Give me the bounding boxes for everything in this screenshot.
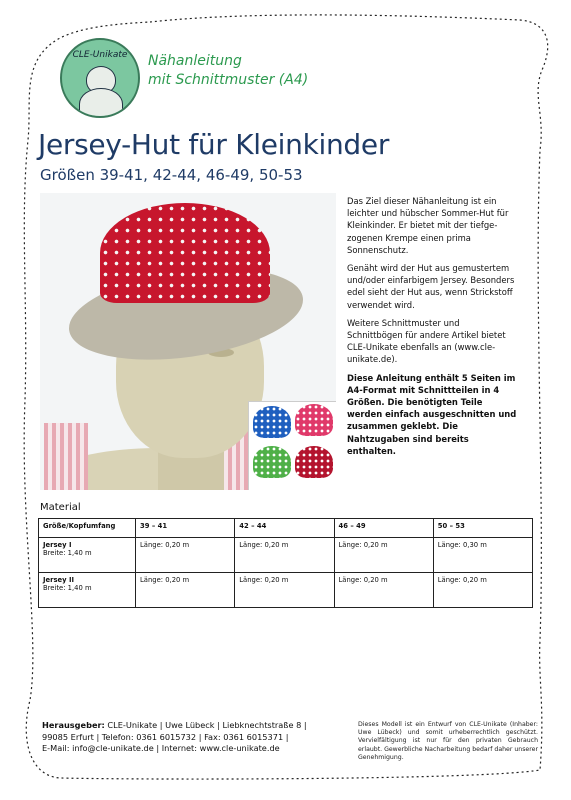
material-width: Breite: 1,40 m (43, 584, 92, 592)
publisher-info (42, 720, 307, 755)
row-label-cell (39, 538, 136, 573)
table-cell: Länge: 0,30 m (433, 538, 532, 573)
inset-photo-hat-variants (248, 401, 336, 490)
document-subtitle (148, 52, 308, 90)
mini-hat-green (253, 446, 291, 478)
header-50-53: 50 – 53 (433, 519, 532, 538)
mini-hat-pink (295, 404, 333, 436)
mini-hat-blue (253, 406, 291, 438)
mini-hat-red (295, 446, 333, 478)
header-size: Größe/Kopfumfang (39, 519, 136, 538)
copyright-notice: Dieses Modell ist ein Entwurf von CLE-Unikate (Inhaber: Uwe Lübeck) und somit urheberrechtlich geschützt. Vervielfältigung ist nur für den privaten Gebrauch erlaubt. Gewerbliche Nacharbeitung bedarf daher unserer Genehmigung. (358, 721, 538, 761)
table-row (39, 538, 533, 573)
material-heading: Material (40, 502, 81, 513)
material-name: Jersey II (43, 576, 75, 584)
material-name: Jersey I (43, 541, 72, 549)
publisher-line-2: 99085 Erfurt | Telefon: 0361 6015732 | Fax: 0361 6015371 | (42, 731, 289, 742)
header-39-41: 39 – 41 (136, 519, 235, 538)
table-row (39, 573, 533, 608)
header-46-49: 46 – 49 (334, 519, 433, 538)
material-table-header-row (39, 519, 533, 538)
subtitle-line-2: mit Schnittmuster (A4) (148, 72, 309, 88)
description-text (347, 195, 517, 463)
row-label-cell (39, 573, 136, 608)
table-cell: Länge: 0,20 m (433, 573, 532, 608)
product-photo (40, 193, 336, 490)
table-cell: Länge: 0,20 m (334, 538, 433, 573)
publisher-line-1 (42, 720, 307, 732)
table-cell: Länge: 0,20 m (334, 573, 433, 608)
table-cell: Länge: 0,20 m (136, 573, 235, 608)
header-42-44: 42 – 44 (235, 519, 334, 538)
logo-text: CLE-Unikate (72, 50, 128, 60)
publisher-label: Herausgeber: (42, 720, 105, 730)
page-title: Jersey-Hut für Kleinkinder (38, 128, 390, 161)
description-paragraph-3: Weitere Schnittmuster und Schnittbögen für andere Artikel bietet CLE-Unikate ebenfalls an (www.cle-unikate.de). (347, 317, 506, 365)
table-cell: Länge: 0,20 m (235, 573, 334, 608)
material-width: Breite: 1,40 m (43, 549, 92, 557)
publisher-line-3: E-Mail: info@cle-unikate.de | Internet: www.cle-unikate.de (42, 743, 280, 754)
description-paragraph-4: Diese Anleitung enthält 5 Seiten im A4-Format mit Schnittteilen in 4 Größen. Die benötigten Teile werden einfach ausgeschnitten und zusammen geklebt. Die Nahtzugaben sind bereits enthalten. (347, 372, 517, 456)
material-table (38, 518, 533, 608)
description-paragraph-1: Das Ziel dieser Nähanleitung ist ein leichter und hübscher Sommer-Hut für Kleinkinder. Er bietet mit der tiefge-zogenen Krempe einen prima Sonnenschutz. (347, 196, 509, 255)
logo-body-shape (79, 88, 123, 118)
table-cell: Länge: 0,20 m (136, 538, 235, 573)
cle-unikate-logo (60, 38, 140, 118)
description-paragraph-2: Genäht wird der Hut aus gemustertem und/oder einfarbigem Jersey. Besonders edel sieht der Hut aus, wenn Strickstoff verwendet wird. (347, 263, 515, 310)
sizes-line: Größen 39-41, 42-44, 46-49, 50-53 (40, 166, 303, 184)
table-cell: Länge: 0,20 m (235, 538, 334, 573)
hat-crown-polka-dot (100, 203, 270, 303)
subtitle-line-1: Nähanleitung (148, 53, 242, 69)
publisher-line-1-text: CLE-Unikate | Uwe Lübeck | Liebknechtstraße 8 | (107, 720, 307, 730)
dress-strap-left (44, 423, 88, 490)
